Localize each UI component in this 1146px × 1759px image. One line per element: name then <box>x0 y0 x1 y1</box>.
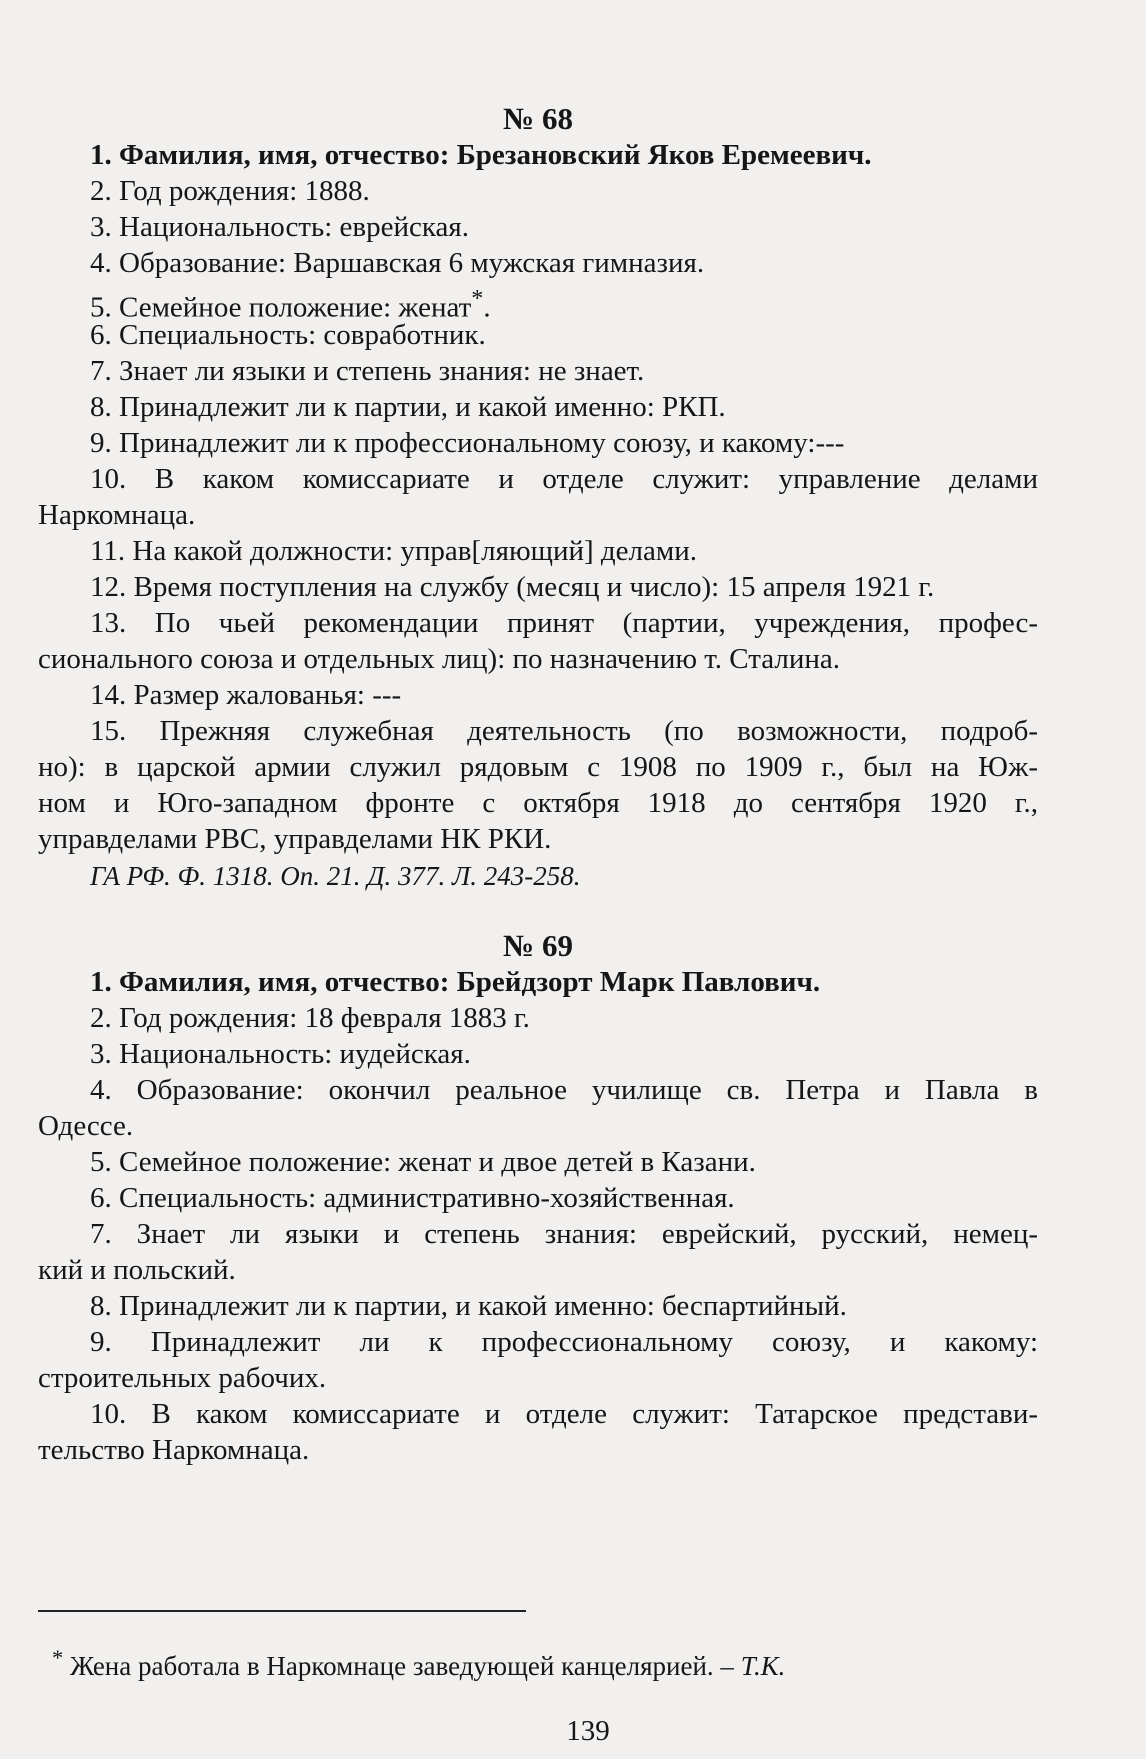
doc68-item-5-text: 5. Семейное положение: женат <box>90 291 472 324</box>
doc68-item-10-line-1: 10. В каком комиссариате и отделе служит: управление делами <box>90 463 1038 495</box>
doc68-item-13-line-1: 13. По чьей рекомендации принят (партии, учреждения, профес- <box>90 607 1038 639</box>
doc68-item-3: 3. Национальность: еврейская. <box>90 211 469 243</box>
doc68-item-8: 8. Принадлежит ли к партии, и какой именно: РКП. <box>90 391 726 423</box>
doc68-item-5-end: . <box>483 291 491 324</box>
doc69-item-2: 2. Год рождения: 18 февраля 1883 г. <box>90 1002 530 1034</box>
doc68-archive-source: ГА РФ. Ф. 1318. Оп. 21. Д. 377. Л. 243-258. <box>90 861 581 891</box>
doc69-item-9-line-2: строительных рабочих. <box>38 1362 327 1394</box>
page-number: 139 <box>566 1715 610 1747</box>
doc68-item-15-line-2: но): в царской армии служил рядовым с 1908 по 1909 г., был на Юж- <box>38 751 1038 783</box>
document-69-number: № 69 <box>503 928 573 963</box>
footnote-initials: Т.К. <box>740 1651 786 1681</box>
doc69-item-5: 5. Семейное положение: женат и двое детей в Казани. <box>90 1146 756 1178</box>
doc69-item-7-line-2: кий и польский. <box>38 1254 236 1286</box>
doc69-item-9-line-1: 9. Принадлежит ли к профессиональному союзу, и какому: <box>90 1326 1038 1358</box>
doc69-item-3: 3. Национальность: иудейская. <box>90 1038 471 1070</box>
doc69-item-6: 6. Специальность: административно-хозяйственная. <box>90 1182 735 1214</box>
doc68-item-15-line-3: ном и Юго-западном фронте с октября 1918 до сентября 1920 г., <box>38 787 1038 819</box>
doc68-item-10-line-2: Наркомнаца. <box>38 499 196 531</box>
doc69-item-7-line-1: 7. Знает ли языки и степень знания: еврейский, русский, немец- <box>90 1218 1038 1250</box>
footnote-mark: * <box>52 1645 64 1670</box>
doc68-item-7: 7. Знает ли языки и степень знания: не знает. <box>90 355 645 387</box>
doc69-item-8: 8. Принадлежит ли к партии, и какой именно: беспартийный. <box>90 1290 847 1322</box>
footnote-text: Жена работала в Наркомнаце заведующей канцелярией. – <box>63 1651 741 1681</box>
doc68-item-12: 12. Время поступления на службу (месяц и число): 15 апреля 1921 г. <box>90 571 935 603</box>
footnote <box>52 1640 785 1684</box>
doc68-item-14: 14. Размер жалованья: --- <box>90 679 402 711</box>
doc68-item-2: 2. Год рождения: 1888. <box>90 175 370 207</box>
doc68-item-15-line-1: 15. Прежняя служебная деятельность (по возможности, подроб- <box>90 715 1038 747</box>
doc68-item-4: 4. Образование: Варшавская 6 мужская гимназия. <box>90 247 705 279</box>
doc68-item-1: 1. Фамилия, имя, отчество: Брезановский Яков Еремеевич. <box>90 139 872 171</box>
doc68-item-15-line-4: управделами РВС, управделами НК РКИ. <box>38 823 552 855</box>
document-68-number: № 68 <box>503 101 573 136</box>
doc69-item-10-line-1: 10. В каком комиссариате и отделе служит: Татарское представи- <box>90 1398 1038 1430</box>
doc69-item-10-line-2: тельство Наркомнаца. <box>38 1434 310 1466</box>
doc68-item-11: 11. На какой должности: управ[ляющий] делами. <box>90 535 697 567</box>
doc69-item-4-line-1: 4. Образование: окончил реальное училище св. Петра и Павла в <box>90 1074 1038 1106</box>
doc69-item-1: 1. Фамилия, имя, отчество: Брейдзорт Марк Павлович. <box>90 966 821 998</box>
doc68-item-13-line-2: сионального союза и отдельных лиц): по назначению т. Сталина. <box>38 643 841 675</box>
doc68-item-9: 9. Принадлежит ли к профессиональному союзу, и какому:--- <box>90 427 845 459</box>
footnote-divider <box>38 1610 526 1612</box>
doc68-item-6: 6. Специальность: совработник. <box>90 319 486 351</box>
footnote-reference-mark: * <box>471 285 484 312</box>
doc69-item-4-line-2: Одессе. <box>38 1110 134 1142</box>
